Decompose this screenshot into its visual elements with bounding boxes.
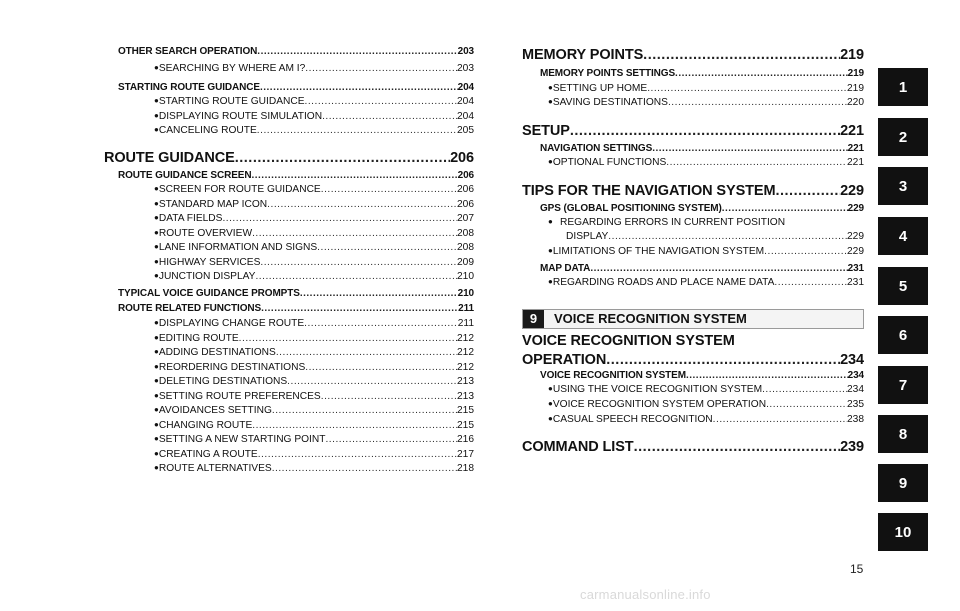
entry-page: 211 <box>458 303 474 314</box>
toc-chapter-entry[interactable] <box>522 47 864 63</box>
bullet-icon: ● <box>154 376 159 385</box>
bullet-icon: ● <box>154 463 159 472</box>
entry-page: 211 <box>457 318 474 329</box>
toc-subsection-entry[interactable] <box>522 263 864 274</box>
bullet-icon: ● <box>154 242 159 251</box>
toc-subsection-entry[interactable] <box>522 68 864 79</box>
chapter-tab-4[interactable]: 4 <box>878 217 928 255</box>
toc-subsection-entry[interactable] <box>118 288 474 299</box>
entry-page: 206 <box>457 170 474 181</box>
entry-page: 239 <box>840 439 864 455</box>
entry-title: COMMAND LIST <box>522 439 634 455</box>
chapter-tab-8[interactable]: 8 <box>878 415 928 453</box>
entry-page: 238 <box>847 414 864 425</box>
toc-chapter-continuation[interactable] <box>522 352 864 368</box>
toc-item-entry[interactable] <box>118 184 474 195</box>
entry-title: MEMORY POINTS <box>522 47 644 63</box>
chapter-tab-6[interactable]: 6 <box>878 316 928 354</box>
toc-item-entry[interactable] <box>118 213 474 224</box>
entry-page: 234 <box>847 370 864 381</box>
toc-item-entry[interactable] <box>522 277 864 288</box>
entry-title: NAVIGATION SETTINGS <box>540 143 653 154</box>
bullet-icon: ● <box>548 97 553 106</box>
toc-item-entry[interactable] <box>522 157 864 168</box>
entry-title: SAVING DESTINATIONS <box>552 97 668 108</box>
entry-page: 229 <box>847 246 864 257</box>
toc-item-entry[interactable] <box>118 257 474 268</box>
toc-item-entry[interactable] <box>118 271 474 282</box>
entry-page: 210 <box>457 271 474 282</box>
entry-title: SEARCHING BY WHERE AM I? <box>158 63 306 74</box>
entry-title: MEMORY POINTS SETTINGS <box>540 68 676 79</box>
chapter-tab-10[interactable]: 10 <box>878 513 928 551</box>
bullet-icon: ● <box>154 63 159 72</box>
toc-subsection-entry[interactable] <box>118 46 474 57</box>
toc-item-entry[interactable] <box>118 376 474 387</box>
entry-title: REGARDING ROADS AND PLACE NAME DATA <box>552 277 775 288</box>
entry-page: 203 <box>457 63 474 74</box>
toc-chapter-entry[interactable] <box>522 183 864 199</box>
toc-item-entry[interactable] <box>548 217 785 228</box>
toc-subsection-entry[interactable] <box>522 203 864 214</box>
entry-title: TYPICAL VOICE GUIDANCE PROMPTS <box>118 288 300 299</box>
entry-page: 213 <box>457 376 474 387</box>
entry-page: 231 <box>847 277 864 288</box>
entry-title: VOICE RECOGNITION SYSTEM <box>540 370 686 381</box>
bullet-icon: ● <box>154 391 159 400</box>
entry-title: STARTING ROUTE GUIDANCE <box>118 82 260 93</box>
toc-item-entry[interactable] <box>118 242 474 253</box>
entry-title: VOICE RECOGNITION SYSTEM <box>522 333 735 349</box>
entry-page: 209 <box>457 257 474 268</box>
entry-page: 216 <box>457 434 474 445</box>
toc-subsection-entry[interactable] <box>118 303 474 314</box>
toc-item-entry[interactable] <box>118 96 474 107</box>
entry-title: EDITING ROUTE <box>158 333 239 344</box>
entry-page: 218 <box>457 463 474 474</box>
entry-title: JUNCTION DISPLAY <box>158 271 256 282</box>
entry-title: DELETING DESTINATIONS <box>158 376 288 387</box>
entry-title: SETUP <box>522 123 570 139</box>
bullet-icon: ● <box>154 111 159 120</box>
bullet-icon: ● <box>154 125 159 134</box>
section-header[interactable] <box>522 309 864 329</box>
entry-page: 221 <box>847 157 864 168</box>
entry-title: LIMITATIONS OF THE NAVIGATION SYSTEM <box>552 246 765 257</box>
bullet-icon: ● <box>154 405 159 414</box>
entry-page: 213 <box>457 391 474 402</box>
chapter-tab-9[interactable]: 9 <box>878 464 928 502</box>
entry-page: 208 <box>457 228 474 239</box>
bullet-icon: ● <box>548 399 553 408</box>
entry-title: MAP DATA <box>540 263 591 274</box>
entry-title: OPTIONAL FUNCTIONS <box>552 157 667 168</box>
entry-page: 229 <box>847 203 864 214</box>
toc-item-entry[interactable] <box>522 246 864 257</box>
entry-page: 219 <box>847 68 864 79</box>
entry-page: 203 <box>457 46 474 57</box>
bullet-icon: ● <box>548 384 553 393</box>
entry-page: 229 <box>847 231 864 242</box>
entry-title: ROUTE RELATED FUNCTIONS <box>118 303 262 314</box>
entry-page: 215 <box>457 405 474 416</box>
bullet-icon: ● <box>154 333 159 342</box>
entry-title: SETTING UP HOME <box>552 83 648 94</box>
entry-page: 215 <box>457 420 474 431</box>
entry-title: SCREEN FOR ROUTE GUIDANCE <box>158 184 321 195</box>
toc-item-entry[interactable] <box>118 318 474 329</box>
chapter-tab-5[interactable]: 5 <box>878 267 928 305</box>
bullet-icon: ● <box>154 271 159 280</box>
entry-page: 234 <box>840 352 864 368</box>
entry-title: DATA FIELDS <box>158 213 223 224</box>
entry-page: 212 <box>457 347 474 358</box>
entry-title: STANDARD MAP ICON <box>158 199 268 210</box>
bullet-icon: ● <box>154 347 159 356</box>
toc-chapter-entry[interactable] <box>104 150 474 166</box>
toc-item-entry[interactable] <box>118 449 474 460</box>
entry-title: DISPLAYING ROUTE SIMULATION <box>158 111 323 122</box>
entry-page: 206 <box>450 150 474 166</box>
section-number-badge: 9 <box>523 310 544 328</box>
toc-subsection-entry[interactable] <box>522 143 864 154</box>
entry-page: 207 <box>457 213 474 224</box>
entry-page: 212 <box>457 362 474 373</box>
entry-title: ADDING DESTINATIONS <box>158 347 276 358</box>
entry-page: 212 <box>457 333 474 344</box>
entry-page: 204 <box>457 111 474 122</box>
chapter-tab-3[interactable]: 3 <box>878 167 928 205</box>
bullet-icon: ● <box>154 434 159 443</box>
entry-title: ROUTE GUIDANCE <box>104 150 235 166</box>
entry-title: STARTING ROUTE GUIDANCE <box>158 96 305 107</box>
bullet-icon: ● <box>154 318 159 327</box>
entry-title: CHANGING ROUTE <box>158 420 253 431</box>
bullet-icon: ● <box>154 362 159 371</box>
entry-title: GPS (GLOBAL POSITIONING SYSTEM) <box>540 203 722 214</box>
entry-title: CASUAL SPEECH RECOGNITION <box>552 414 713 425</box>
entry-page: 219 <box>847 83 864 94</box>
bullet-icon: ● <box>154 199 159 208</box>
toc-item-entry[interactable] <box>118 391 474 402</box>
bullet-icon: ● <box>154 96 159 105</box>
toc-item-entry[interactable] <box>522 97 864 108</box>
chapter-tab-2[interactable]: 2 <box>878 118 928 156</box>
entry-page: 220 <box>847 97 864 108</box>
bullet-icon: ● <box>548 217 553 226</box>
entry-title: CREATING A ROUTE <box>158 449 258 460</box>
entry-title: REGARDING ERRORS IN CURRENT POSITION <box>560 217 786 228</box>
toc-subsection-entry[interactable] <box>522 370 864 381</box>
bullet-icon: ● <box>154 213 159 222</box>
entry-title: VOICE RECOGNITION SYSTEM OPERATION <box>552 399 767 410</box>
entry-page: 205 <box>457 125 474 136</box>
toc-subsection-entry[interactable] <box>118 170 474 181</box>
entry-page: 206 <box>457 199 474 210</box>
entry-title: AVOIDANCES SETTING <box>158 405 272 416</box>
entry-title: ROUTE OVERVIEW <box>158 228 253 239</box>
entry-title: OPERATION <box>522 352 607 368</box>
entry-title: USING THE VOICE RECOGNITION SYSTEM <box>552 384 763 395</box>
bullet-icon: ● <box>548 414 553 423</box>
bullet-icon: ● <box>548 277 553 286</box>
toc-item-entry[interactable] <box>118 125 474 136</box>
entry-page: 206 <box>457 184 474 195</box>
toc-chapter-entry[interactable] <box>522 123 864 139</box>
bullet-icon: ● <box>154 184 159 193</box>
toc-item-entry[interactable] <box>522 83 864 94</box>
bullet-icon: ● <box>154 420 159 429</box>
entry-page: 221 <box>847 143 864 154</box>
entry-title: REORDERING DESTINATIONS <box>158 362 306 373</box>
bullet-icon: ● <box>548 157 553 166</box>
entry-page: 210 <box>457 288 474 299</box>
entry-title: ROUTE ALTERNATIVES <box>158 463 272 474</box>
toc-item-entry[interactable] <box>118 434 474 445</box>
toc-item-entry[interactable] <box>118 463 474 474</box>
chapter-tab-1[interactable]: 1 <box>878 68 928 106</box>
section-title: VOICE RECOGNITION SYSTEM <box>554 311 747 326</box>
entry-title: SETTING A NEW STARTING POINT <box>158 434 326 445</box>
chapter-tab-7[interactable]: 7 <box>878 366 928 404</box>
entry-page: 217 <box>457 449 474 460</box>
toc-subsection-entry[interactable] <box>118 82 474 93</box>
toc-item-entry[interactable] <box>522 384 864 395</box>
entry-title: CANCELING ROUTE <box>158 125 257 136</box>
entry-title: SETTING ROUTE PREFERENCES <box>158 391 321 402</box>
bullet-icon: ● <box>154 228 159 237</box>
entry-page: 219 <box>840 47 864 63</box>
entry-page: 204 <box>457 96 474 107</box>
toc-item-entry[interactable] <box>522 399 864 410</box>
toc-item-entry[interactable] <box>118 420 474 431</box>
toc-item-entry[interactable] <box>118 405 474 416</box>
toc-item-entry[interactable] <box>118 347 474 358</box>
toc-chapter-entry[interactable] <box>522 333 735 349</box>
entry-page: 235 <box>847 399 864 410</box>
entry-title: DISPLAYING CHANGE ROUTE <box>158 318 305 329</box>
toc-item-entry[interactable] <box>118 63 474 74</box>
entry-title: OTHER SEARCH OPERATION <box>118 46 258 57</box>
toc-item-entry[interactable] <box>118 228 474 239</box>
entry-page: 221 <box>840 123 864 139</box>
toc-item-entry[interactable] <box>118 199 474 210</box>
entry-title: DISPLAY <box>566 231 609 242</box>
entry-title: TIPS FOR THE NAVIGATION SYSTEM <box>522 183 776 199</box>
entry-page: 234 <box>847 384 864 395</box>
toc-chapter-entry[interactable] <box>522 439 864 455</box>
entry-page: 208 <box>457 242 474 253</box>
bullet-icon: ● <box>548 246 553 255</box>
toc-item-entry[interactable] <box>118 111 474 122</box>
toc-item-continuation[interactable] <box>522 231 864 242</box>
bullet-icon: ● <box>154 257 159 266</box>
page-number: 15 <box>850 562 864 576</box>
entry-page: 204 <box>457 82 474 93</box>
entry-title: ROUTE GUIDANCE SCREEN <box>118 170 252 181</box>
entry-page: 229 <box>840 183 864 199</box>
entry-page: 231 <box>847 263 864 274</box>
toc-item-entry[interactable] <box>522 414 864 425</box>
bullet-icon: ● <box>548 83 553 92</box>
watermark: carmanualsonline.info <box>580 587 711 602</box>
toc-item-entry[interactable] <box>118 333 474 344</box>
bullet-icon: ● <box>154 449 159 458</box>
entry-title: LANE INFORMATION AND SIGNS <box>158 242 318 253</box>
entry-title: HIGHWAY SERVICES <box>158 257 261 268</box>
toc-item-entry[interactable] <box>118 362 474 373</box>
